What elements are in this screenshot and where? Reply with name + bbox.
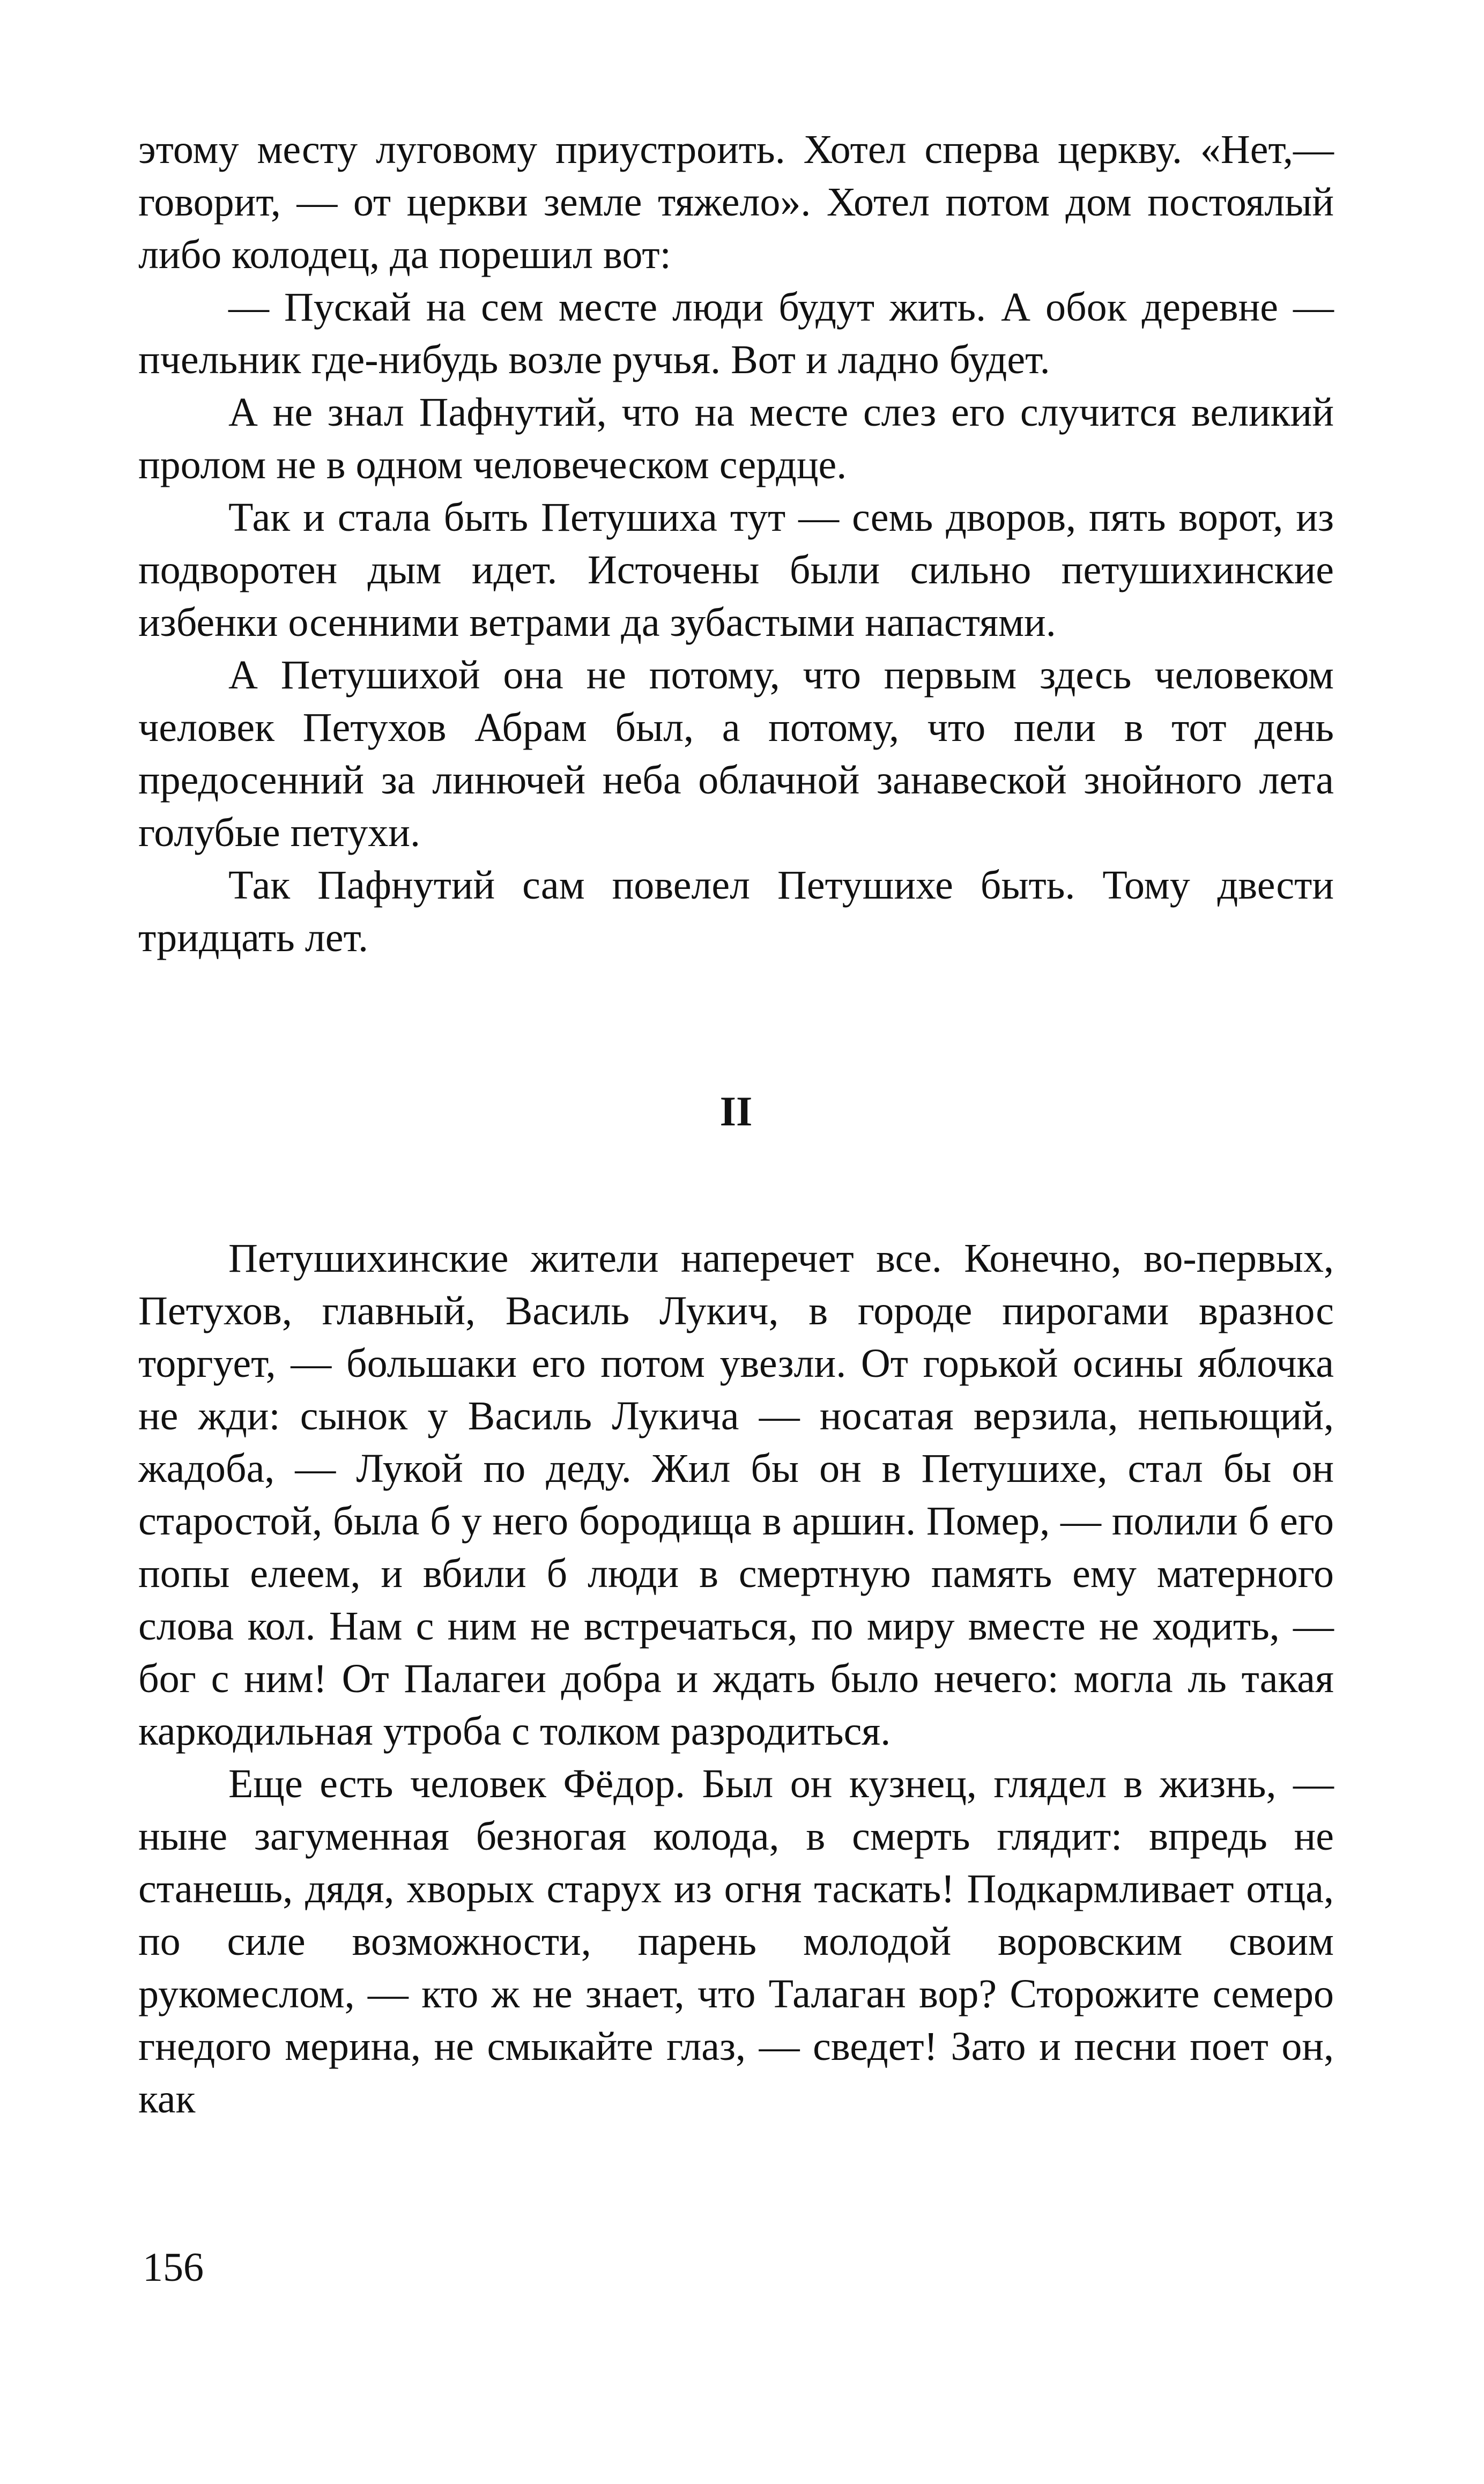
chapter-heading: II [719, 1088, 753, 1135]
paragraph: этому месту луговому приустроить. Хотел сперва церкву. «Нет,— говорит, — от церкви земле тяжело». Хотел потом дом постоялый либо колодец, да порешил вот: [138, 127, 1334, 277]
book-page-text [138, 123, 1334, 2125]
paragraph: Так и стала быть Петушиха тут — семь дворов, пять ворот, из подворотен дым идет. Источены были сильно петушихинские избенки осенними ветрами да зубастыми напастями. [138, 495, 1334, 645]
paragraph: Еще есть человек Фёдор. Был он кузнец, глядел в жизнь, — ныне загуменная безногая колода, в смерть глядит: впредь не станешь, дядя, хворых старух из огня таскать! Подкармливает отца, по силе возможности, парень молодой воровским своим рукомеслом, — кто ж не знает, что Талаган вор? Сторожите семеро гнедого мерина, не смыкайте глаз, — сведет! Зато и песни поет он, как [138, 1761, 1334, 2122]
paragraph: Так Пафнутий сам повелел Петушихе быть. Тому двести тридцать лет. [138, 863, 1334, 960]
page-number: 156 [143, 2245, 204, 2290]
paragraph: А Петушихой она не потому, что первым здесь человеком человек Петухов Абрам был, а потому, что пели в тот день предосенний за линючей неба облачной занавеской знойного лета голубые петухи. [138, 652, 1334, 855]
paragraph: А не знал Пафнутий, что на месте слез его случится великий пролом не в одном человеческом сердце. [138, 390, 1334, 487]
paragraph: — Пускай на сем месте люди будут жить. А обок деревне — пчельник где-нибудь возле ручья. Вот и ладно будет. [138, 285, 1334, 382]
paragraph: Петушихинские жители наперечет все. Конечно, во-первых, Петухов, главный, Василь Лукич, в городе пирогами вразнос торгует, — большаки его потом увезли. От горькой осины яблочка не жди: сынок у Василь Лукича — носатая верзила, непьющий, жадоба, — Лукой по деду. Жил бы он в Петушихе, стал бы он старостой, была б у него бородища в аршин. Помер, — полили б его попы елеем, и вбили б люди в смертную память ему матерного слова кол. Нам с ним не встречаться, по миру вместе не ходить, — бог с ним! От Палагеи добра и ждать было нечего: могла ль такая каркодильная утроба с толком разродиться. [138, 1236, 1334, 1754]
